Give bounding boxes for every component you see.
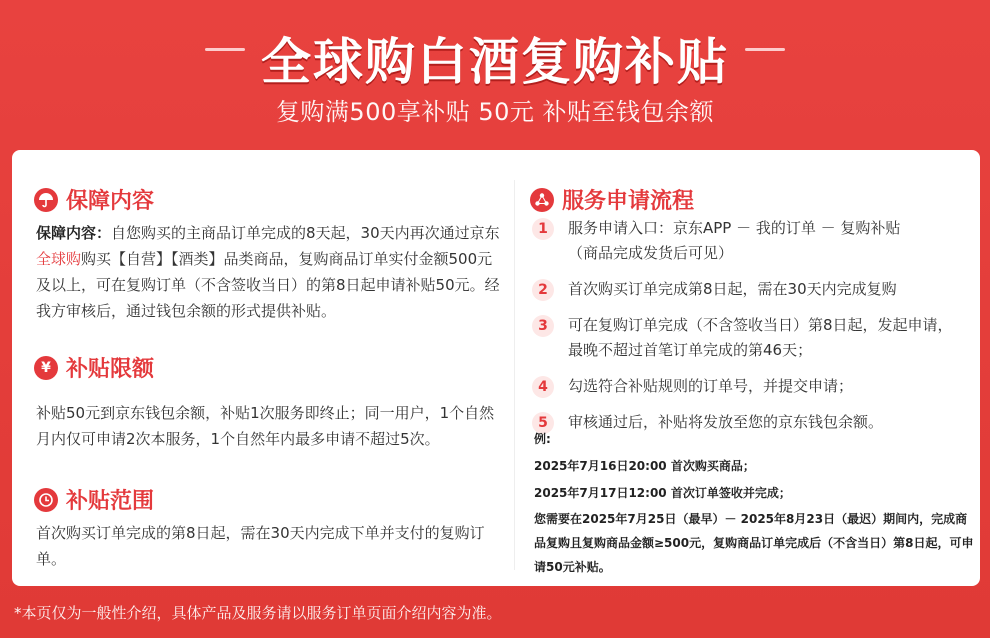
scope-title: 补贴范围 [66,489,155,514]
process-step [532,216,972,266]
process-step [532,313,972,363]
step-number: 5 [532,412,554,434]
process-step [532,374,972,399]
process-header [530,184,694,215]
guarantee-text-part2: 购买【自营】【酒类】品类商品，复购商品订单实付金额500元及以上，可在复购订单（不含签收当日）的第8日起申请补贴50元。经我方审核后，通过钱包余额的形式提供补贴。 [36,250,500,320]
guarantee-title: 保障内容 [66,189,155,214]
limit-title: 补贴限额 [66,357,155,382]
example-line: 2025年7月16日20:00 首次购买商品； [534,459,755,473]
limit-header [34,352,154,383]
clock-icon [34,488,58,512]
step-number: 2 [532,279,554,301]
process-icon [530,188,554,212]
page-subtitle: 复购满500享补贴 50元 补贴至钱包余额 [275,98,715,126]
step-text-sub: 最晚不超过首笔订单完成的第46天； [568,341,813,359]
step-text: 可在复购订单完成（不含签收当日）第8日起，发起申请， [568,316,953,334]
guarantee-text-part1: 自您购买的主商品订单完成的8天起，30天内再次通过京东 [111,224,500,242]
step-number: 4 [532,376,554,398]
process-steps [532,216,972,446]
process-title: 服务申请流程 [562,189,695,214]
umbrella-icon [34,188,58,212]
process-step [532,277,972,302]
example-label: 例: [534,432,551,446]
scope-header [34,484,154,515]
step-text: 勾选符合补贴规则的订单号，并提交申请； [568,377,854,395]
hero-banner [0,0,990,150]
page-title: 全球购白酒复购补贴 [261,33,729,91]
limit-text: 补贴50元到京东钱包余额，补贴1次服务即终止；同一用户，1个自然月内仅可申请2次本服务，1个自然年内最多申请不超过5次。 [36,404,495,448]
global-buy-link: 全球购 [36,250,82,268]
title-decoration-right [745,48,785,51]
scope-text: 首次购买订单完成的第8日起，需在30天内完成下单并支付的复购订单。 [36,524,485,568]
step-text: 服务申请入口：京东APP － 我的订单 － 复购补贴 [568,219,901,237]
step-number: 1 [532,218,554,240]
step-number: 3 [532,315,554,337]
info-card [12,150,980,586]
disclaimer-note: *本页仅为一般性介绍，具体产品及服务请以服务订单页面介绍内容为准。 [14,604,502,622]
example-detail: 您需要在2025年7月25日（最早）－ 2025年8月23日（最迟）期间内，完成商品复购且复购商品金额≥500元，复购商品订单完成后（不含当日）第8日起，可申请50元补贴。 [534,512,974,574]
example-line: 2025年7月17日12:00 首次订单签收并完成； [534,486,791,500]
step-text: 首次购买订单完成第8日起，需在30天内完成复购 [568,280,897,298]
guarantee-text [36,220,502,324]
step-text-sub: （商品完成发货后可见） [568,244,734,262]
step-text: 审核通过后，补贴将发放至您的京东钱包余额。 [568,413,884,431]
guarantee-label: 保障内容： [36,224,112,242]
example-block [534,426,974,579]
guarantee-header [34,184,154,215]
column-divider [514,180,515,570]
yen-icon: ¥ [34,356,58,380]
